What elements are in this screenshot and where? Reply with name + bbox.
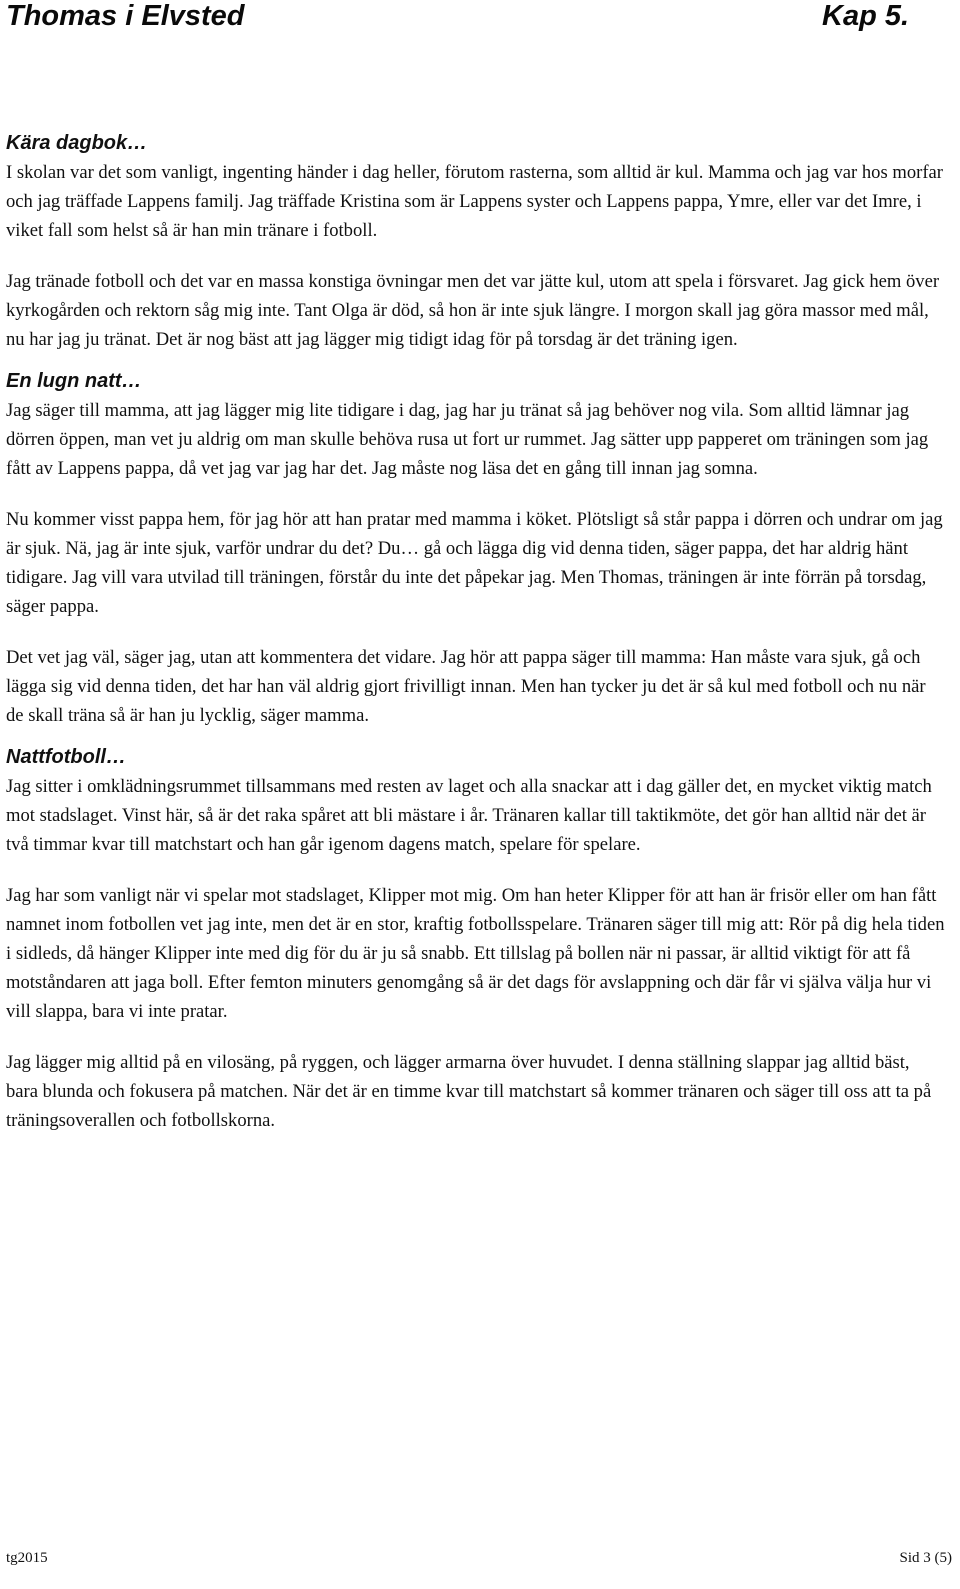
footer-author-code: tg2015 (6, 1550, 48, 1566)
page-header (6, 0, 920, 40)
paragraph: Jag lägger mig alltid på en vilosäng, på ryggen, och lägger armarna över huvudet. I denna ställning slappar jag alltid bäst, bara blunda och fokusera på matchen. När det är en timme kvar till matchstart så kommer tränaren och säger till oss att ta på träningsoverallen och fotbollskorna. (6, 1052, 932, 1131)
paragraph: Det vet jag väl, säger jag, utan att kommentera det vidare. Jag hör att pappa säger till mamma: Han måste vara sjuk, gå och lägga sig vid denna tiden, det har han väl aldrig gjort frivilligt innan. Men han tycker ju det är så kul med fotboll och nu när de skall träna så är han ju lycklig, säger mamma. (6, 647, 926, 726)
paragraph: Jag säger till mamma, att jag lägger mig lite tidigare i dag, jag har ju tränat så jag behöver nog vila. Som alltid lämnar jag dörren öppen, man vet ju aldrig om man skulle behöva rusa ut fort ur rummet. Jag sätter upp papperet om träningen som jag fått av Lappens pappa, då vet jag var jag har det. Jag måste nog läsa det en gång till innan jag somna. (6, 400, 929, 479)
chapter-label: Kap 5. (822, 0, 910, 32)
paragraph: Jag sitter i omklädningsrummet tillsammans med resten av laget och alla snackar att i dag gäller det, en mycket viktig match mot stadslaget. Vinst här, så är det raka spåret att bli mästare i år. Tränaren kallar till taktikmöte, det gör han alltid när det är två timmar kvar till matchstart och han går igenom dagens match, spelare för spelare. (6, 776, 932, 855)
section-heading-en-lugn-natt: En lugn natt… (6, 370, 142, 392)
paragraph: Jag tränade fotboll och det var en massa konstiga övningar men det var jätte kul, utom att spela i försvaret. Jag gick hem över kyrkogården och rektorn såg mig inte. Tant Olga är död, så hon är inte sjuk längre. I morgon skall jag göra massor med mål, nu har jag ju tränat. Det är nog bäst att jag lägger mig tidigt idag för på torsdag är det träning igen. (6, 271, 940, 350)
page-number: Sid 3 (5) (899, 1550, 952, 1566)
document-body (6, 130, 946, 1135)
paragraph: Jag har som vanligt när vi spelar mot stadslaget, Klipper mot mig. Om han heter Klipper för att han är frisör eller om han fått namnet inom fotbollen vet jag inte, men det är en stor, kraftig fotbollsspelare. Tränaren säger till mig att: Rör på dig hela tiden i sidleds, då hänger Klipper inte med dig för du är ju så snabb. Ett tillslag på bollen när ni passar, är alltid viktigt för att få motståndaren att jaga boll. Efter femton minuters genomgång så är det dags för avslappning och där får vi själva välja hur vi vill slappa, bara vi inte pratar. (6, 885, 945, 1022)
paragraph: Nu kommer visst pappa hem, för jag hör att han pratar med mamma i köket. Plötsligt så står pappa i dörren och undrar om jag är sjuk. Nä, jag är inte sjuk, varför undrar du det? Du… gå och lägga dig vid denna tiden, säger pappa, det har aldrig hänt tidigare. Jag vill vara utvilad till träningen, förstår du inte det påpekar jag. Men Thomas, träningen är inte förrän på torsdag, säger pappa. (6, 509, 943, 617)
page-footer (6, 1550, 952, 1574)
paragraph: I skolan var det som vanligt, ingenting händer i dag heller, förutom rasterna, som alltid är kul. Mamma och jag var hos morfar och jag träffade Lappens familj. Jag träffade Kristina som är Lappens syster och Lappens pappa, Ymre, eller var det Imre, i viket fall som helst så är han min tränare i fotboll. (6, 162, 943, 241)
section-heading-kara-dagbok: Kära dagbok… (6, 132, 148, 154)
book-title: Thomas i Elvsted (6, 0, 245, 32)
section-heading-nattfotboll: Nattfotboll… (6, 746, 126, 768)
